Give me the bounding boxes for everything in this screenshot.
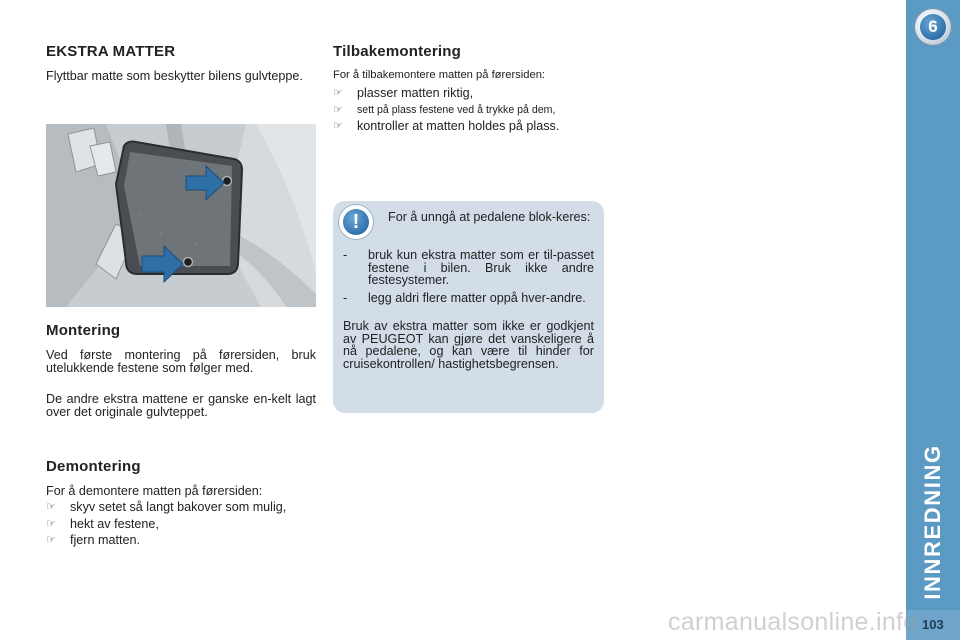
list-item: ☞ hekt av festene, (46, 516, 159, 531)
pointing-hand-icon: ☞ (46, 517, 56, 530)
pointing-hand-icon: ☞ (333, 87, 343, 99)
warning-lead: For å unngå at pedalene blok-keres: (388, 210, 591, 224)
list-item: ☞ plasser matten riktig, (333, 86, 474, 100)
watermark: carmanualsonline.info (668, 608, 918, 636)
list-item: ☞ skyv setet så langt bakover som mulig, (46, 500, 287, 514)
list-item: - bruk kun ekstra matter som er til-passet festene i bilen. Bruk ikke andre festesystemer. (343, 248, 594, 287)
warning-footer: Bruk av ekstra matter som ikke er godkjent av PEUGEOT kan gjøre det vanskeligere å nå pedalene, og kan være til hinder for cruisekontrollen/ hastighetsbegrensen. (343, 319, 594, 371)
chapter-number: 6 (920, 14, 946, 40)
montering-paragraph: Ved første montering på førersiden, bruk utelukkende festene som følger med. (46, 348, 316, 375)
chapter-badge (914, 8, 952, 46)
page-number: 103 (922, 617, 944, 632)
list-item: ☞ sett på plass festene ved å trykke på dem, (333, 103, 556, 116)
pointing-hand-icon: ☞ (333, 103, 343, 116)
tilbakemontering-title: Tilbakemontering (333, 43, 461, 60)
demontering-title: Demontering (46, 458, 141, 475)
section-title: EKSTRA MATTER (46, 43, 176, 60)
tilbakemontering-list (333, 87, 604, 137)
intro-text: Flyttbar matte som beskytter bilens gulvteppe. (46, 69, 303, 83)
montering-paragraph: De andre ekstra mattene er ganske en-kelt lagt over det originale gulvteppet. (46, 392, 316, 419)
exclamation-icon: ! (339, 205, 373, 239)
pointing-hand-icon: ☞ (46, 534, 56, 546)
warning-list (343, 249, 594, 309)
demontering-intro: For å demontere matten på førersiden: (46, 484, 263, 498)
pointing-hand-icon: ☞ (333, 120, 343, 132)
section-tab-title: INNREDNING (920, 444, 945, 600)
demontering-list (46, 501, 316, 551)
list-item: ☞ kontroller at matten holdes på plass. (333, 119, 560, 133)
floor-mat-illustration (46, 124, 316, 307)
pointing-hand-icon: ☞ (46, 501, 56, 513)
list-item: - legg aldri flere matter oppå hver-andre. (343, 290, 586, 305)
list-item: ☞ fjern matten. (46, 533, 140, 547)
tilbakemontering-intro: For å tilbakemontere matten på førersiden: (333, 69, 546, 81)
montering-title: Montering (46, 322, 121, 339)
